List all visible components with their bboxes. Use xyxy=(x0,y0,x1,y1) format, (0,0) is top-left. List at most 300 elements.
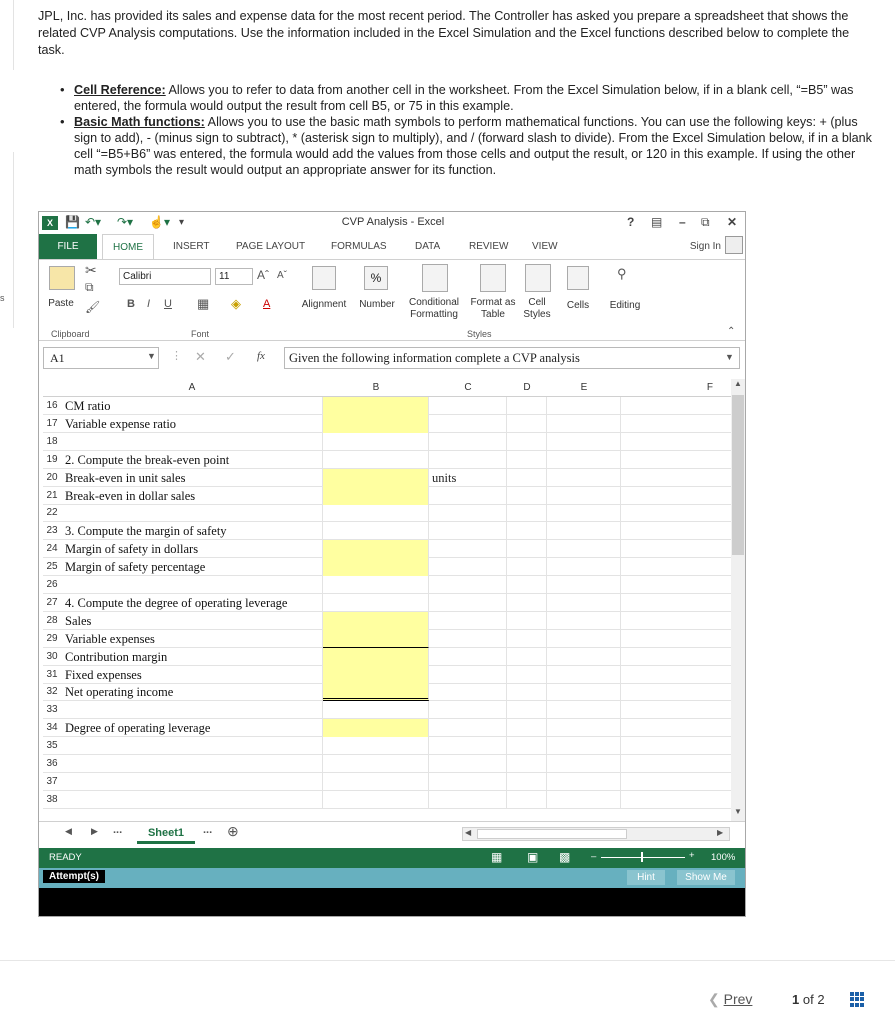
name-box-dropdown-icon[interactable]: ▼ xyxy=(147,351,156,361)
help-button[interactable]: ? xyxy=(627,215,635,229)
avatar[interactable] xyxy=(725,236,743,254)
instruction-title: Basic Math functions: xyxy=(74,115,205,129)
column-header-e[interactable]: E xyxy=(547,379,621,397)
table-row xyxy=(43,737,733,755)
cell-e[interactable] xyxy=(547,415,621,433)
zoom-out-icon[interactable]: – xyxy=(591,851,597,862)
table-row xyxy=(43,451,733,469)
table-row xyxy=(43,469,733,487)
table-row xyxy=(43,612,733,630)
collapse-ribbon-icon[interactable]: ⌃ xyxy=(727,326,736,337)
cells-button[interactable]: Cells xyxy=(566,300,590,311)
row-header[interactable]: 24 xyxy=(46,543,58,555)
table-row xyxy=(43,397,733,415)
table-row xyxy=(43,433,733,451)
table-row xyxy=(43,415,733,433)
page-layout-view-icon[interactable]: ▣ xyxy=(527,850,539,864)
cell-a[interactable] xyxy=(61,755,323,773)
select-all-corner[interactable] xyxy=(43,379,61,397)
cell-a[interactable]: Break-even in unit sales xyxy=(61,469,323,487)
borders-icon[interactable]: ▦ xyxy=(197,296,210,311)
tab-review[interactable]: REVIEW xyxy=(469,241,509,252)
cell-e[interactable] xyxy=(547,648,621,666)
column-header-a[interactable]: A xyxy=(61,379,323,397)
answer-input-cell[interactable] xyxy=(323,540,429,558)
cell-e[interactable] xyxy=(547,630,621,648)
cell-f[interactable] xyxy=(621,522,733,540)
table-row xyxy=(43,755,733,773)
left-edge-bar xyxy=(0,0,14,70)
cell-e[interactable] xyxy=(547,576,621,594)
table-row xyxy=(43,522,733,540)
cell-c[interactable] xyxy=(429,451,507,469)
formula-input[interactable]: Given the following information complete a CVP analysis xyxy=(284,347,740,369)
grow-font-icon[interactable]: Aˆ xyxy=(257,268,269,282)
tab-formulas[interactable]: FORMULAS xyxy=(331,241,387,252)
cell-b[interactable] xyxy=(323,791,429,809)
cell-a[interactable]: Break-even in dollar sales xyxy=(61,487,323,505)
cell-f[interactable] xyxy=(621,737,733,755)
cell-c[interactable] xyxy=(429,558,507,576)
cell-a[interactable] xyxy=(61,737,323,755)
shrink-font-icon[interactable]: Aˇ xyxy=(277,270,287,281)
cell-a[interactable]: Contribution margin xyxy=(61,648,323,666)
cell-f[interactable] xyxy=(621,630,733,648)
font-color-icon[interactable]: A xyxy=(263,298,271,310)
cell-b[interactable] xyxy=(323,594,429,612)
tab-data[interactable]: DATA xyxy=(415,241,441,252)
cell-b[interactable] xyxy=(323,576,429,594)
column-header-b[interactable]: B xyxy=(323,379,429,397)
page-break-view-icon[interactable]: ▩ xyxy=(559,850,571,864)
cell-a[interactable]: Fixed expenses xyxy=(61,666,323,684)
name-box[interactable]: A1 xyxy=(43,347,159,369)
cell-d[interactable] xyxy=(507,540,547,558)
format-as-table-button[interactable]: Format as Table xyxy=(470,297,516,320)
cell-f[interactable] xyxy=(621,666,733,684)
instruction-body: Allows you to refer to data from another cell in the worksheet. From the Excel Simulation below, if in a blank cell, “=B5” was entered, the formula would output the result from cell B5, or 75 in this example. xyxy=(74,83,854,113)
cell-f[interactable] xyxy=(621,701,733,719)
ribbon-home xyxy=(39,259,746,341)
table-row xyxy=(43,719,733,737)
excel-simulation xyxy=(38,211,746,917)
cell-e[interactable] xyxy=(547,451,621,469)
row-header[interactable]: 32 xyxy=(46,686,58,698)
table-row xyxy=(43,576,733,594)
status-text: READY xyxy=(49,852,82,863)
cell-d[interactable] xyxy=(507,701,547,719)
table-row xyxy=(43,773,733,791)
restore-icon[interactable]: ⧉ xyxy=(701,215,710,229)
cell-b[interactable] xyxy=(323,755,429,773)
save-icon[interactable]: 💾 xyxy=(65,215,80,229)
customize-qat-icon[interactable]: ▾ xyxy=(179,217,185,228)
close-icon[interactable]: ✕ xyxy=(727,215,738,229)
cell-c[interactable] xyxy=(429,737,507,755)
sheet-tab-bar xyxy=(39,821,746,847)
cell-d[interactable] xyxy=(507,451,547,469)
spreadsheet-grid xyxy=(43,379,733,811)
cell-a[interactable]: Net operating income xyxy=(61,683,323,701)
cell-d[interactable] xyxy=(507,433,547,451)
cell-e[interactable] xyxy=(547,594,621,612)
cell-d[interactable] xyxy=(507,415,547,433)
left-edge-label: s xyxy=(0,293,5,303)
table-row xyxy=(43,630,733,648)
chevron-left-icon: ❮ xyxy=(708,991,720,1007)
font-size-select[interactable]: 11 xyxy=(215,268,253,285)
cell-c[interactable] xyxy=(429,397,507,415)
cell-e[interactable] xyxy=(547,737,621,755)
cell-b[interactable] xyxy=(323,504,429,522)
cut-icon[interactable]: ✂ xyxy=(85,262,97,278)
cell-e[interactable] xyxy=(547,791,621,809)
scroll-down-icon[interactable]: ▼ xyxy=(734,807,742,816)
cell-f[interactable] xyxy=(621,397,733,415)
row-header[interactable]: 34 xyxy=(46,722,58,734)
row-header[interactable]: 30 xyxy=(46,650,58,662)
cell-styles-icon[interactable] xyxy=(525,264,551,292)
cell-d[interactable] xyxy=(507,648,547,666)
prev-sheet-icon[interactable]: ◀ xyxy=(65,826,72,836)
find-icon[interactable]: ⚲ xyxy=(617,266,627,281)
cell-a[interactable]: Variable expenses xyxy=(61,630,323,648)
row-header[interactable]: 20 xyxy=(46,471,58,483)
paste-button[interactable]: Paste xyxy=(48,298,74,309)
cell-f[interactable] xyxy=(621,415,733,433)
scroll-right-icon[interactable]: ▶ xyxy=(717,828,724,837)
row-header[interactable]: 16 xyxy=(46,400,58,411)
cell-e[interactable] xyxy=(547,558,621,576)
italic-icon[interactable]: I xyxy=(147,298,151,310)
cell-a[interactable] xyxy=(61,576,323,594)
alignment-button[interactable]: Alignment xyxy=(301,299,347,310)
cell-e[interactable] xyxy=(547,397,621,415)
cell-f[interactable] xyxy=(621,683,733,701)
zoom-slider[interactable] xyxy=(601,857,685,858)
bold-icon[interactable]: B xyxy=(127,298,135,310)
normal-view-icon[interactable]: ▦ xyxy=(491,850,503,864)
cell-e[interactable] xyxy=(547,701,621,719)
row-header[interactable]: 37 xyxy=(46,775,58,787)
row-header[interactable]: 31 xyxy=(46,668,58,680)
cell-e[interactable] xyxy=(547,666,621,684)
group-styles-label: Styles xyxy=(467,329,492,339)
expand-formula-icon[interactable]: ▼ xyxy=(725,352,734,362)
next-sheet-icon[interactable]: ▶ xyxy=(91,826,98,836)
touch-mode-icon[interactable]: ☝▾ xyxy=(149,215,170,229)
tab-page-layout[interactable]: PAGE LAYOUT xyxy=(236,241,306,252)
cell-f[interactable] xyxy=(621,433,733,451)
cell-c[interactable] xyxy=(429,719,507,737)
status-bar xyxy=(39,848,746,868)
cell-c[interactable] xyxy=(429,791,507,809)
cell-c[interactable] xyxy=(429,773,507,791)
cell-a[interactable]: Variable expense ratio xyxy=(61,415,323,433)
cell-c[interactable] xyxy=(429,487,507,505)
cell-c[interactable] xyxy=(429,701,507,719)
number-button[interactable]: Number xyxy=(359,299,395,310)
format-as-table-icon[interactable] xyxy=(480,264,506,292)
conditional-formatting-button[interactable]: Conditional Formatting xyxy=(408,297,460,320)
cell-a[interactable]: Degree of operating leverage xyxy=(61,719,323,737)
cell-c[interactable] xyxy=(429,522,507,540)
answer-input-cell[interactable] xyxy=(323,469,429,487)
font-name-select[interactable]: Calibri xyxy=(119,268,211,285)
horizontal-scrollbar[interactable] xyxy=(462,827,730,841)
title-bar xyxy=(39,212,746,234)
cell-d[interactable] xyxy=(507,504,547,522)
cell-a[interactable]: 3. Compute the margin of safety xyxy=(61,522,323,540)
column-header-f[interactable]: F xyxy=(621,379,733,397)
cell-e[interactable] xyxy=(547,755,621,773)
column-header-d[interactable]: D xyxy=(507,379,547,397)
cell-d[interactable] xyxy=(507,683,547,701)
cell-c[interactable]: units xyxy=(429,469,507,487)
tab-insert[interactable]: INSERT xyxy=(173,241,210,252)
row-header[interactable]: 23 xyxy=(46,525,58,537)
prev-label: Prev xyxy=(723,991,753,1007)
attempts-label: Attempt(s) xyxy=(43,870,105,883)
alignment-icon[interactable] xyxy=(312,266,336,290)
cell-d[interactable] xyxy=(507,576,547,594)
instruction-list xyxy=(58,82,878,178)
cell-f[interactable] xyxy=(621,558,733,576)
row-header[interactable]: 21 xyxy=(46,489,58,501)
answer-input-cell[interactable] xyxy=(323,415,429,433)
column-header-c[interactable]: C xyxy=(429,379,507,397)
copy-icon[interactable]: ⧉ xyxy=(85,280,94,294)
scroll-left-icon[interactable]: ◀ xyxy=(465,828,472,837)
format-painter-icon[interactable]: 🖌 xyxy=(85,300,101,314)
row-header[interactable]: 17 xyxy=(46,417,58,429)
cell-a[interactable] xyxy=(61,433,323,451)
cell-a[interactable] xyxy=(61,701,323,719)
cell-c[interactable] xyxy=(429,683,507,701)
tab-file[interactable]: FILE xyxy=(39,234,97,259)
table-row xyxy=(43,540,733,558)
cell-d[interactable] xyxy=(507,737,547,755)
answer-input-cell[interactable] xyxy=(323,666,429,684)
answer-input-cell[interactable] xyxy=(323,558,429,576)
cell-f[interactable] xyxy=(621,791,733,809)
cell-e[interactable] xyxy=(547,504,621,522)
cell-c[interactable] xyxy=(429,666,507,684)
cell-e[interactable] xyxy=(547,773,621,791)
row-header[interactable]: 29 xyxy=(46,632,58,644)
cell-e[interactable] xyxy=(547,469,621,487)
editing-button[interactable]: Editing xyxy=(609,300,641,311)
cell-c[interactable] xyxy=(429,540,507,558)
cell-f[interactable] xyxy=(621,451,733,469)
table-row xyxy=(43,558,733,576)
cell-c[interactable] xyxy=(429,755,507,773)
row-header[interactable]: 28 xyxy=(46,614,58,626)
more-sheets-left[interactable]: ... xyxy=(113,824,123,836)
row-header[interactable]: 36 xyxy=(46,758,58,769)
answer-input-cell[interactable] xyxy=(323,648,429,666)
cells-icon[interactable] xyxy=(567,266,589,290)
more-sheets-right[interactable]: ... xyxy=(203,824,213,836)
cell-a[interactable]: 2. Compute the break-even point xyxy=(61,451,323,469)
vertical-scrollbar[interactable] xyxy=(731,379,745,821)
show-me-button[interactable]: Show Me xyxy=(677,870,735,885)
scroll-thumb[interactable] xyxy=(732,395,744,555)
fill-color-icon[interactable]: ◈ xyxy=(231,296,241,311)
answer-input-cell[interactable] xyxy=(323,630,429,648)
answer-input-cell[interactable] xyxy=(323,487,429,505)
cell-d[interactable] xyxy=(507,773,547,791)
table-row xyxy=(43,791,733,809)
cell-c[interactable] xyxy=(429,576,507,594)
redo-icon[interactable]: ↷▾ xyxy=(117,215,134,229)
zoom-in-icon[interactable]: + xyxy=(689,850,695,861)
percent-icon[interactable]: % xyxy=(364,266,388,290)
sign-in-link[interactable]: Sign In xyxy=(689,241,721,252)
cell-f[interactable] xyxy=(621,755,733,773)
answer-input-cell[interactable] xyxy=(323,719,429,737)
question-grid-icon[interactable] xyxy=(850,992,865,1007)
cell-f[interactable] xyxy=(621,540,733,558)
sheet-tab-sheet1[interactable]: Sheet1 xyxy=(137,822,195,844)
cell-a[interactable]: Sales xyxy=(61,612,323,630)
cell-b[interactable] xyxy=(323,522,429,540)
cell-a[interactable]: CM ratio xyxy=(61,397,323,415)
cell-a[interactable] xyxy=(61,773,323,791)
cell-d[interactable] xyxy=(507,558,547,576)
instruction-item xyxy=(58,82,878,114)
table-row xyxy=(43,487,733,505)
row-header[interactable]: 18 xyxy=(46,435,58,447)
cell-c[interactable] xyxy=(429,612,507,630)
row-header[interactable]: 33 xyxy=(46,704,58,716)
hscroll-thumb[interactable] xyxy=(477,829,627,839)
cell-b[interactable] xyxy=(323,773,429,791)
ribbon-display-icon[interactable]: ▤ xyxy=(651,215,663,229)
table-row xyxy=(43,594,733,612)
instruction-item xyxy=(58,114,878,178)
tab-view[interactable]: VIEW xyxy=(532,241,558,252)
cell-b[interactable] xyxy=(323,451,429,469)
table-row xyxy=(43,648,733,666)
row-header[interactable]: 38 xyxy=(46,793,58,805)
cell-d[interactable] xyxy=(507,397,547,415)
cell-d[interactable] xyxy=(507,630,547,648)
cell-e[interactable] xyxy=(547,522,621,540)
cell-d[interactable] xyxy=(507,594,547,612)
options-icon: ⋮ xyxy=(171,350,182,362)
scroll-up-icon[interactable]: ▲ xyxy=(734,379,742,388)
cell-c[interactable] xyxy=(429,630,507,648)
zoom-slider-handle[interactable] xyxy=(641,852,643,862)
cell-a[interactable]: 4. Compute the degree of operating leverage xyxy=(61,594,323,612)
cell-e[interactable] xyxy=(547,487,621,505)
cell-a[interactable]: Margin of safety in dollars xyxy=(61,540,323,558)
cell-d[interactable] xyxy=(507,755,547,773)
cell-f[interactable] xyxy=(621,719,733,737)
intro-text: JPL, Inc. has provided its sales and expense data for the most recent period. The Controller has asked you prepare a spreadsheet that shows the related CVP Analysis computations. Use the information included in the Excel Simulation and the Excel functions described below to complete the task. xyxy=(38,9,850,57)
cell-c[interactable] xyxy=(429,504,507,522)
cell-f[interactable] xyxy=(621,576,733,594)
cell-e[interactable] xyxy=(547,612,621,630)
excel-logo-icon: X xyxy=(42,216,58,230)
cell-f[interactable] xyxy=(621,594,733,612)
tab-home[interactable]: HOME xyxy=(102,234,154,260)
add-sheet-icon[interactable]: ⊕ xyxy=(227,823,239,839)
page-total: of 2 xyxy=(802,992,825,1007)
cell-d[interactable] xyxy=(507,791,547,809)
row-header[interactable]: 19 xyxy=(46,453,58,465)
row-header[interactable]: 27 xyxy=(46,596,58,608)
cell-d[interactable] xyxy=(507,522,547,540)
paste-icon[interactable] xyxy=(49,266,75,290)
current-page: 1 xyxy=(792,992,800,1007)
window-title: CVP Analysis - Excel xyxy=(341,216,445,228)
cell-styles-button[interactable]: Cell Styles xyxy=(523,297,551,320)
page-indicator xyxy=(792,992,825,1007)
cell-a[interactable] xyxy=(61,791,323,809)
cell-a[interactable]: Margin of safety percentage xyxy=(61,558,323,576)
table-row xyxy=(43,701,733,719)
cancel-entry-icon[interactable]: ✕ xyxy=(195,349,206,364)
row-header[interactable]: 25 xyxy=(46,561,58,573)
answer-input-cell[interactable] xyxy=(323,397,429,415)
table-row xyxy=(43,504,733,522)
cell-d[interactable] xyxy=(507,487,547,505)
cell-c[interactable] xyxy=(429,648,507,666)
cell-f[interactable] xyxy=(621,773,733,791)
row-header[interactable]: 22 xyxy=(46,507,58,519)
cell-d[interactable] xyxy=(507,469,547,487)
insert-function-icon[interactable]: fx xyxy=(257,350,265,362)
answer-input-cell[interactable] xyxy=(323,683,429,701)
table-row xyxy=(43,666,733,684)
cell-f[interactable] xyxy=(621,504,733,522)
cell-d[interactable] xyxy=(507,719,547,737)
hint-button[interactable]: Hint xyxy=(627,870,665,885)
cell-c[interactable] xyxy=(429,594,507,612)
cell-b[interactable] xyxy=(323,737,429,755)
cell-c[interactable] xyxy=(429,433,507,451)
group-clipboard-label: Clipboard xyxy=(51,329,90,339)
cell-e[interactable] xyxy=(547,433,621,451)
cell-b[interactable] xyxy=(323,433,429,451)
row-header[interactable]: 26 xyxy=(46,579,58,590)
cell-f[interactable] xyxy=(621,469,733,487)
cell-d[interactable] xyxy=(507,666,547,684)
cell-d[interactable] xyxy=(507,612,547,630)
cell-c[interactable] xyxy=(429,415,507,433)
table-row xyxy=(43,683,733,701)
cell-f[interactable] xyxy=(621,612,733,630)
conditional-formatting-icon[interactable] xyxy=(422,264,448,292)
cell-f[interactable] xyxy=(621,487,733,505)
underline-icon[interactable]: U xyxy=(164,298,172,310)
formula-bar xyxy=(39,347,746,371)
cell-b[interactable] xyxy=(323,701,429,719)
cell-a[interactable] xyxy=(61,504,323,522)
cell-e[interactable] xyxy=(547,719,621,737)
confirm-entry-icon[interactable]: ✓ xyxy=(225,349,236,364)
answer-input-cell[interactable] xyxy=(323,612,429,630)
row-header[interactable]: 35 xyxy=(46,740,58,752)
cell-e[interactable] xyxy=(547,683,621,701)
undo-icon[interactable]: ↶▾ xyxy=(85,215,102,229)
prev-button[interactable] xyxy=(708,991,752,1008)
cell-e[interactable] xyxy=(547,540,621,558)
minimize-icon[interactable]: – xyxy=(679,215,686,229)
cell-f[interactable] xyxy=(621,648,733,666)
